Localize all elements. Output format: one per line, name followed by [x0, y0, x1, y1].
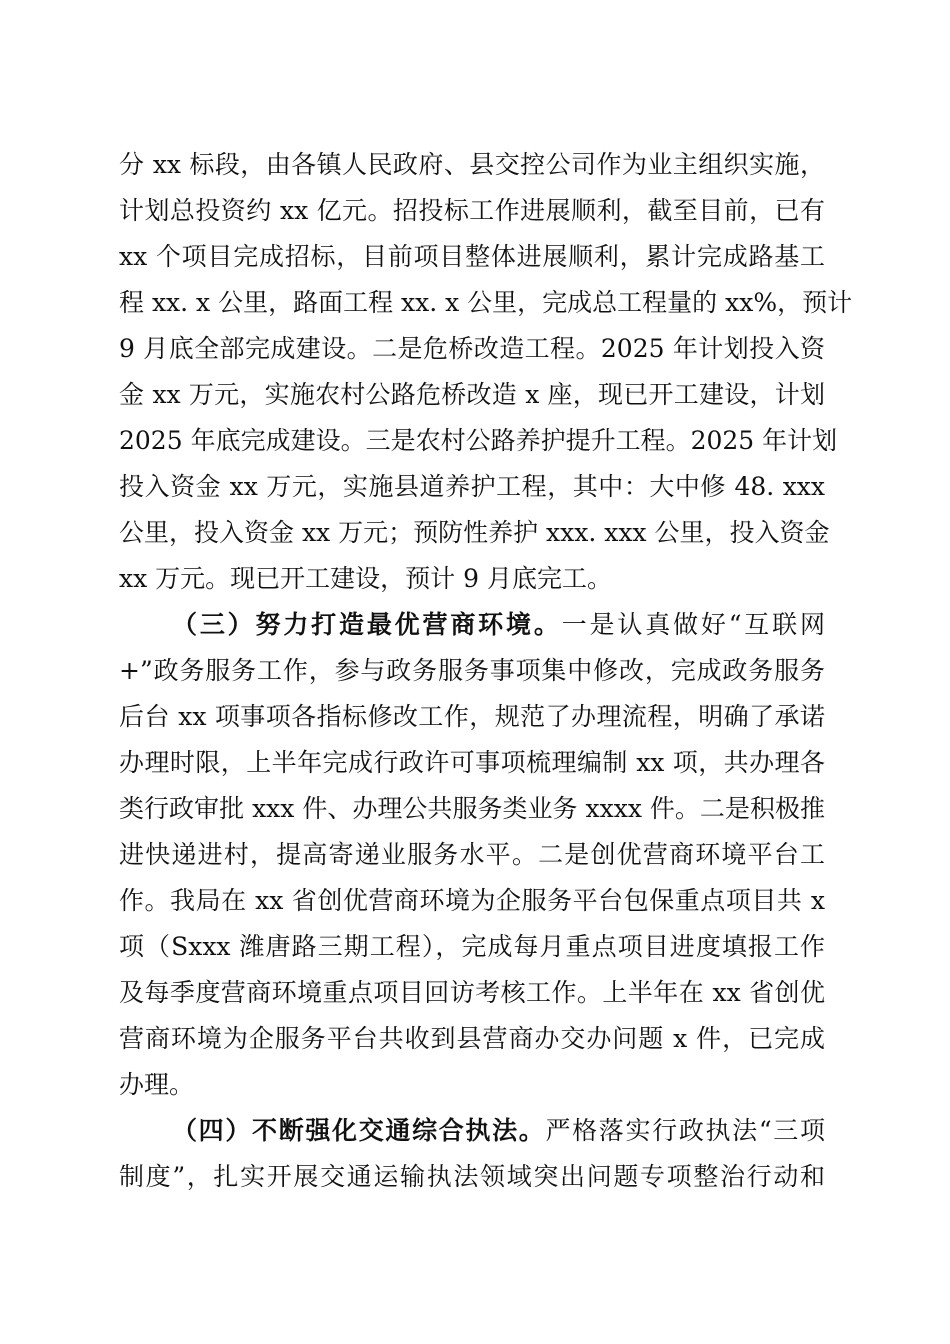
paragraph-2-line-2: +”政务服务工作，参与政务服务事项集中修改，完成政务服务: [119, 656, 825, 685]
paragraph-2-line-9: 及每季度营商环境重点项目回访考核工作。上半年在 xx 省创优: [119, 978, 825, 1007]
paragraph-2-first-line: [172, 605, 825, 645]
paragraph-1-line-7: 2025 年底完成建设。三是农村公路养护提升工程。2025 年计划: [119, 426, 838, 455]
paragraph-1-line-5: 9 月底全部完成建设。二是危桥改造工程。2025 年计划投入资: [119, 334, 825, 363]
paragraph-2-line-4: 办理时限，上半年完成行政许可事项梳理编制 xx 项，共办理各: [119, 748, 825, 777]
paragraph-3-first-line: [172, 1111, 825, 1151]
paragraph-2-line-8: 项（Sxxx 潍唐路三期工程），完成每月重点项目进度填报工作: [119, 932, 825, 961]
paragraph-2-line-3: 后台 xx 项事项各指标修改工作，规范了办理流程，明确了承诺: [119, 702, 825, 731]
paragraph-1-line-6: 金 xx 万元，实施农村公路危桥改造 x 座，现已开工建设，计划: [119, 380, 825, 409]
paragraph-3-line-2: 制度”，扎实开展交通运输执法领域突出问题专项整治行动和: [119, 1162, 825, 1191]
section-heading-4: （四）不断强化交通综合执法。: [172, 1116, 546, 1145]
paragraph-2-line-6: 进快递进村，提高寄递业服务水平。二是创优营商环境平台工: [119, 840, 825, 869]
paragraph-1-line-1: 分 xx 标段，由各镇人民政府、县交控公司作为业主组织实施，: [119, 150, 825, 179]
paragraph-3-first-line-rest: 严格落实行政执法“三项: [545, 1116, 825, 1145]
section-heading-3: （三）努力打造最优营商环境。: [172, 610, 562, 639]
paragraph-1-line-10: xx 万元。现已开工建设，预计 9 月底完工。: [119, 564, 612, 593]
paragraph-2-first-line-rest: 一是认真做好“互联网: [561, 610, 825, 639]
paragraph-1-line-2: 计划总投资约 xx 亿元。招投标工作进展顺利，截至目前，已有: [119, 196, 825, 225]
paragraph-2-line-7: 作。我局在 xx 省创优营商环境为企服务平台包保重点项目共 x: [119, 886, 825, 915]
paragraph-1-line-9: 公里，投入资金 xx 万元；预防性养护 xxx. xxx 公里，投入资金: [119, 518, 830, 547]
paragraph-1-line-8: 投入资金 xx 万元，实施县道养护工程，其中：大中修 48. xxx: [119, 472, 825, 501]
paragraph-1-line-3: xx 个项目完成招标，目前项目整体进展顺利，累计完成路基工: [119, 242, 825, 271]
paragraph-1-line-4: 程 xx. x 公里，路面工程 xx. x 公里，完成总工程量的 xx%，预计: [119, 288, 853, 317]
paragraph-2-line-11: 办理。: [119, 1070, 195, 1099]
paragraph-2-line-5: 类行政审批 xxx 件、办理公共服务类业务 xxxx 件。二是积极推: [119, 794, 825, 823]
paragraph-2-line-10: 营商环境为企服务平台共收到县营商办交办问题 x 件，已完成: [119, 1024, 825, 1053]
